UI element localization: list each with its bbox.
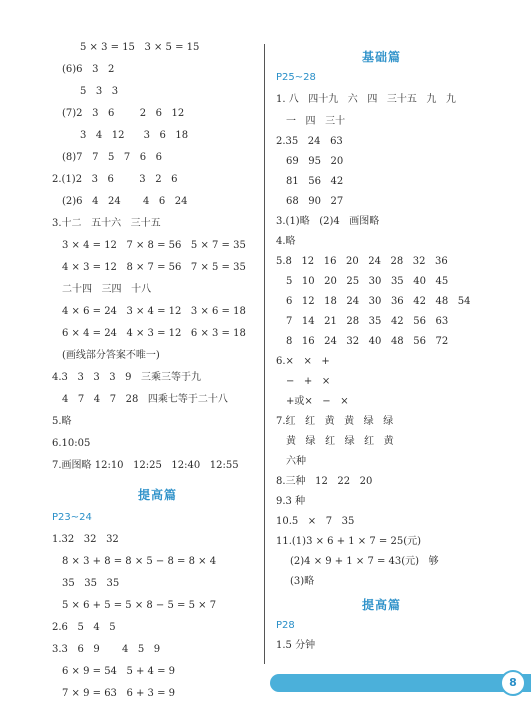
answer-line: 4.略 (276, 236, 296, 247)
answer-line: 11.(1)3 × 6 + 1 × 7 = 25(元) (276, 536, 421, 547)
answer-line: 68 90 27 (286, 196, 344, 207)
answer-line: 5 3 3 (80, 86, 119, 97)
answer-line: (2)4 × 9 + 1 × 7 = 43(元) 够 (290, 556, 439, 567)
answer-line: 5 × 3 = 15 3 × 5 = 15 (80, 42, 200, 53)
answer-note: (画线部分答案不唯一) (62, 350, 160, 361)
answer-line: 黄 绿 红 绿 红 黄 (286, 436, 394, 447)
answer-line: 4 7 4 7 28 四乘七等于二十八 (62, 394, 228, 405)
footer-band (270, 674, 531, 692)
answer-line: (3)略 (290, 576, 315, 587)
answer-line: 1. 八 四十九 六 四 三十五 九 九 (276, 94, 456, 105)
answer-line: 7.画图略 12:10 12:25 12:40 12:55 (52, 460, 239, 471)
answer-line: 六种 (286, 456, 306, 467)
answer-line: 9.3 种 (276, 496, 306, 507)
answer-line: (8)7 7 5 7 6 6 (62, 152, 163, 163)
answer-line: (7)2 3 6 2 6 12 (62, 108, 185, 119)
answer-line: 6.× × + (276, 356, 330, 367)
answer-line: 35 35 35 (62, 578, 120, 589)
answer-line: 7 14 21 28 35 42 56 63 (286, 316, 449, 327)
answer-line: 8 16 24 32 40 48 56 72 (286, 336, 449, 347)
answer-line: 6.10:05 (52, 438, 91, 449)
answer-line: 8 × 3 + 8 = 8 × 5 − 8 = 8 × 4 (62, 556, 217, 567)
page-range: P23~24 (52, 512, 92, 523)
answer-line: 二十四 三四 十八 (62, 284, 152, 295)
answer-line: 7.红 红 黄 黄 绿 绿 (276, 416, 394, 427)
answer-line: (2)6 4 24 4 6 24 (62, 196, 188, 207)
answer-line: +或× − × (286, 396, 349, 407)
section-title-basic: 基础篇 (362, 50, 402, 64)
section-title-advanced: 提高篇 (362, 598, 402, 612)
answer-line: 5.略 (52, 416, 72, 427)
answer-line: − + × (286, 376, 331, 387)
answer-line: 7 × 9 = 63 6 + 3 = 9 (62, 688, 176, 699)
answer-line: 3 4 12 3 6 18 (80, 130, 189, 141)
answer-line: 5.8 12 16 20 24 28 32 36 (276, 256, 448, 267)
answer-line: 69 95 20 (286, 156, 344, 167)
answer-line: 3.(1)略 (2)4 画图略 (276, 216, 380, 227)
answer-line: 4.3 3 3 3 9 三乘三等于九 (52, 372, 202, 383)
answer-line: 4 × 6 = 24 3 × 4 = 12 3 × 6 = 18 (62, 306, 246, 317)
answer-line: 2.35 24 63 (276, 136, 343, 147)
column-divider (264, 44, 265, 664)
answer-line: 1.5 分钟 (276, 640, 316, 651)
answer-line: 1.32 32 32 (52, 534, 119, 545)
page-range: P25~28 (276, 72, 316, 83)
answer-line: 一 四 三十 (286, 116, 346, 127)
answer-line: 2.(1)2 3 6 3 2 6 (52, 174, 178, 185)
page-range: P28 (276, 620, 295, 631)
answer-line: 5 10 20 25 30 35 40 45 (286, 276, 449, 287)
answer-line: 6 12 18 24 30 36 42 48 54 (286, 296, 471, 307)
answer-line: (6)6 3 2 (62, 64, 115, 75)
answer-line: 2.6 5 4 5 (52, 622, 116, 633)
answer-line: 5 × 6 + 5 = 5 × 8 − 5 = 5 × 7 (62, 600, 217, 611)
answer-line: 6 × 4 = 24 4 × 3 = 12 6 × 3 = 18 (62, 328, 246, 339)
answer-line: 81 56 42 (286, 176, 344, 187)
section-title-advanced: 提高篇 (138, 488, 178, 502)
answer-line: 6 × 9 = 54 5 + 4 = 9 (62, 666, 176, 677)
answer-line: 3.十二 五十六 三十五 (52, 218, 161, 229)
answer-line: 4 × 3 = 12 8 × 7 = 56 7 × 5 = 35 (62, 262, 246, 273)
page-number: 8 (500, 670, 526, 696)
answer-line: 8.三种 12 22 20 (276, 476, 373, 487)
answer-line: 10.5 × 7 35 (276, 516, 355, 527)
answer-line: 3.3 6 9 4 5 9 (52, 644, 161, 655)
answer-line: 3 × 4 = 12 7 × 8 = 56 5 × 7 = 35 (62, 240, 246, 251)
